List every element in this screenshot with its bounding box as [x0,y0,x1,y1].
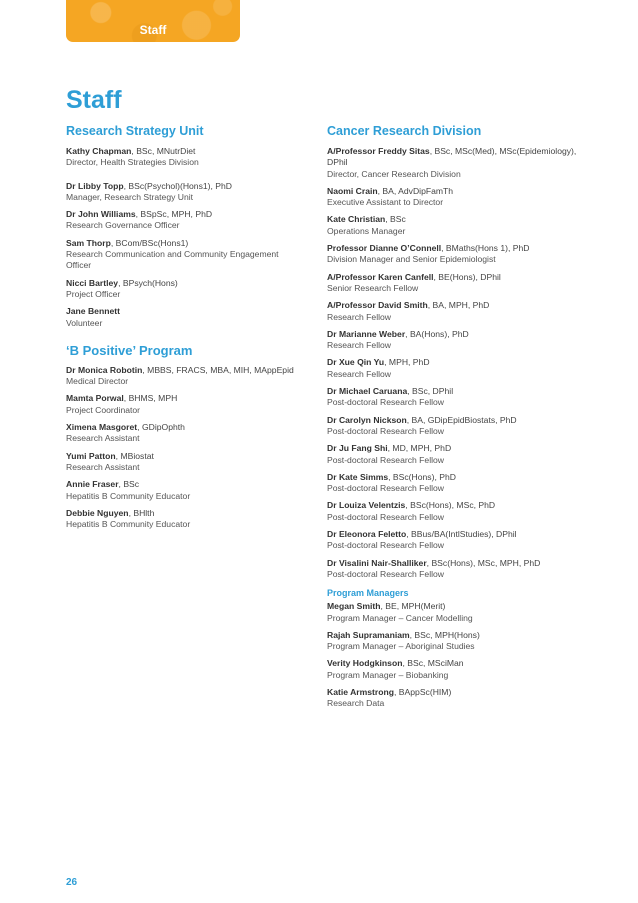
heading-b-positive-program: ‘B Positive’ Program [66,342,193,358]
staff-role: Project Officer [66,288,121,299]
staff-role: Post-doctoral Research Fellow [327,540,445,551]
staff-qualifications: , BCom/BSc(Hons1) [110,237,189,248]
staff-entry [327,386,597,409]
staff-name: Mamta Porwal [66,393,124,404]
staff-entry [327,500,597,523]
staff-qualifications: , GDipOphth [137,422,185,433]
staff-role: Senior Research Fellow [327,282,419,293]
staff-entry [66,209,298,232]
staff-qualifications: , MBBS, FRACS, MBA, MIH, MAppEpid [142,364,294,375]
staff-entry [66,146,298,169]
staff-entry [327,472,597,495]
staff-list-b-positive [66,365,298,531]
staff-entry [327,601,597,624]
staff-qualifications: , BSc [385,214,406,225]
staff-qualifications: , BBus/BA(IntlStudies), DPhil [406,529,517,540]
staff-role: Executive Assistant to Director [327,197,444,208]
staff-role: Post-doctoral Research Fellow [327,425,445,436]
staff-name: Kathy Chapman [66,146,132,156]
staff-entry [327,300,597,323]
staff-entry [327,630,597,653]
staff-name: Dr Libby Topp [66,180,124,191]
staff-qualifications: , BSc, DPhil [407,386,454,397]
staff-entry [327,558,597,581]
staff-entry [66,365,298,388]
staff-qualifications: , BE(Hons), DPhil [433,271,501,282]
staff-role: Research Fellow [327,368,391,379]
staff-qualifications: , BSpSc, MPH, PhD [135,209,213,220]
staff-entry [327,243,597,266]
staff-qualifications: , BSc [118,479,140,490]
staff-entry [327,329,597,352]
staff-role: Project Coordinator [66,404,141,415]
staff-list-program-managers [327,601,597,709]
staff-qualifications: , BSc(Hons), MSc, MPH, PhD [426,557,541,568]
staff-name: Annie Fraser [66,479,119,490]
staff-role: Post-doctoral Research Fellow [327,454,445,465]
staff-qualifications: , MD, MPH, PhD [387,443,452,454]
staff-name: Dr Michael Caruana [327,386,408,397]
staff-name: Professor Dianne O’Connell [327,243,442,254]
staff-role: Hepatitis B Community Educator [66,490,191,501]
staff-name: Dr Eleonora Feletto [327,529,407,540]
staff-list-research-strategy [66,146,298,329]
staff-name: Rajah Supramaniam [327,629,410,640]
staff-entry [327,443,597,466]
staff-qualifications: , MPH, PhD [384,357,430,368]
page-title: Staff [66,86,122,114]
staff-qualifications: , BA, AdvDipFamTh [377,185,454,196]
staff-name: Megan Smith [327,601,381,612]
staff-name: Dr Ju Fang Shi [327,443,388,454]
staff-qualifications: , BE, MPH(Merit) [380,601,446,612]
right-column [327,124,597,716]
staff-role: Hepatitis B Community Educator [66,519,191,530]
staff-qualifications: , BSc, MSc(Med), MSc(Epidemiology), DPhil [327,146,577,168]
staff-entry [327,186,597,209]
staff-entry [327,214,597,237]
subheading-program-managers: Program Managers [327,588,409,599]
staff-role: Director, Cancer Research Division [327,168,461,179]
staff-role: Post-doctoral Research Fellow [327,511,445,522]
staff-role: Director, Health Strategies Division [66,157,199,168]
staff-name: Katie Armstrong [327,686,395,697]
staff-role: Division Manager and Senior Epidemiologist [327,254,496,265]
staff-name: Dr Kate Simms [327,471,389,482]
staff-role: Medical Director [66,376,129,387]
staff-name: Dr John Williams [66,209,136,220]
staff-name: Yumi Patton [66,450,116,461]
staff-role: Post-doctoral Research Fellow [327,568,445,579]
staff-qualifications: , BSc(Hons), MSc, PhD [405,500,496,511]
staff-entry [66,306,298,329]
staff-qualifications: , BSc, MSciMan [402,658,464,669]
staff-entry [327,146,597,180]
staff-qualifications: , BSc(Psychol)(Hons1), PhD [123,180,233,191]
staff-entry [66,181,298,204]
staff-qualifications: , BMaths(Hons 1), PhD [441,243,530,254]
staff-qualifications: , BA, GDipEpidBiostats, PhD [406,414,517,425]
staff-role: Research Assistant [66,433,140,444]
staff-qualifications: , BHMS, MPH [123,393,178,404]
staff-entry [327,529,597,552]
staff-name: Dr Carolyn Nickson [327,414,407,425]
staff-qualifications: , BPsych(Hons) [118,277,178,288]
staff-role: Post-doctoral Research Fellow [327,397,445,408]
staff-entry [327,415,597,438]
staff-qualifications: , BA, MPH, PhD [427,300,490,311]
staff-role: Manager, Research Strategy Unit [66,191,194,202]
page-number: 26 [66,877,78,888]
staff-qualifications: , BHlth [128,507,155,518]
staff-role: Research Fellow [327,340,391,351]
staff-role: Research Communication and Community Engagement Officer [66,249,279,271]
staff-role: Research Fellow [327,311,391,322]
staff-entry [66,508,298,531]
staff-qualifications: , BSc(Hons), PhD [388,471,456,482]
staff-qualifications: , MBiostat [115,450,154,461]
staff-entry [66,422,298,445]
staff-entry [66,451,298,474]
staff-role: Volunteer [66,317,103,328]
left-column [66,124,298,536]
staff-role: Program Manager – Cancer Modelling [327,612,473,623]
staff-name: A/Professor David Smith [327,300,428,311]
staff-name: Sam Thorp [66,237,111,248]
staff-role: Program Manager – Aboriginal Studies [327,641,475,652]
staff-name: Dr Louiza Velentzis [327,500,406,511]
staff-role: Research Assistant [66,461,140,472]
staff-qualifications: , BSc, MNutrDiet [131,146,196,156]
staff-name: Dr Xue Qin Yu [327,357,385,368]
staff-role: Program Manager – Biobanking [327,669,449,680]
staff-name: Debbie Nguyen [66,507,129,518]
staff-list-cancer-research [327,146,597,580]
staff-role: Research Governance Officer [66,220,180,231]
staff-entry [327,687,597,710]
staff-role: Post-doctoral Research Fellow [327,483,445,494]
staff-role: Research Data [327,698,385,709]
staff-role: Operations Manager [327,225,406,236]
staff-name: Nicci Bartley [66,277,119,288]
staff-name: Verity Hodgkinson [327,658,403,669]
staff-name: Naomi Crain [327,185,378,196]
staff-name: Kate Christian [327,214,386,225]
staff-qualifications: , BAppSc(HIM) [394,686,452,697]
staff-name: Dr Marianne Weber [327,328,406,339]
staff-name: A/Professor Karen Canfell [327,271,434,282]
staff-name: Dr Monica Robotin [66,364,143,375]
staff-entry [66,479,298,502]
staff-entry [327,357,597,380]
section-tab [66,0,240,42]
staff-name: Ximena Masgoret [66,422,138,433]
staff-name: Dr Visalini Nair-Shalliker [327,557,427,568]
heading-research-strategy-unit: Research Strategy Unit [66,124,204,138]
staff-name: Jane Bennett [66,306,120,317]
heading-cancer-research-division: Cancer Research Division [327,124,482,138]
staff-qualifications: , BA(Hons), PhD [405,328,469,339]
staff-entry [66,393,298,416]
staff-qualifications: , BSc, MPH(Hons) [409,629,480,640]
staff-entry [327,272,597,295]
staff-entry [66,278,298,301]
section-tab-label: Staff [139,23,167,37]
staff-entry [327,658,597,681]
staff-name: A/Professor Freddy Sitas [327,146,430,156]
staff-entry [66,238,298,272]
